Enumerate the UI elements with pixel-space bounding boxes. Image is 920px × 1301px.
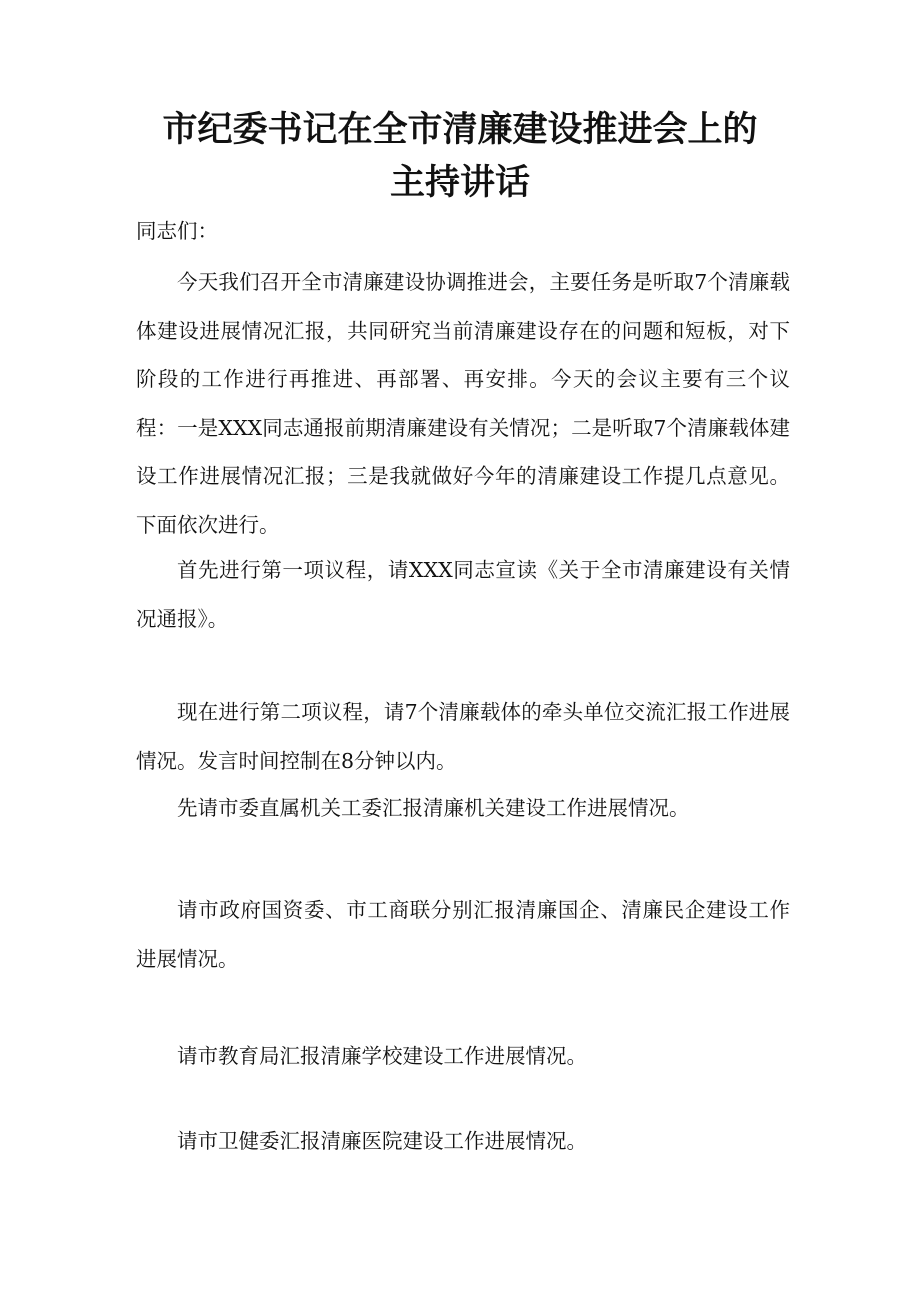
paragraph-agenda-item-1: 首先进行第一项议程，请XXX同志宣读《关于全市清廉建设有关情况通报》。 — [136, 558, 790, 631]
document-title-line-1: 市纪委书记在全市清廉建设推进会上的 — [162, 110, 758, 150]
salutation: 同志们： — [136, 219, 218, 243]
paragraph-report-enterprises: 请市政府国资委、市工商联分别汇报清廉国企、清廉民企建设工作进展情况。 — [136, 898, 790, 971]
document-title-line-2: 主持讲话 — [389, 163, 530, 203]
paragraph-opening: 今天我们召开全市清廉建设协调推进会，主要任务是听取7个清廉载体建设进展情况汇报，共同研究当前清廉建设存在的问题和短板，对下阶段的工作进行再推进、再部署、再安排。今天的会议主要有三个议程：一是XXX同志通报前期清廉建设有关情况；二是听取7个清廉载体建设工作进展情况汇报；三是我就做好今年的清廉建设工作提几点意见。下面依次进行。 — [136, 270, 790, 537]
paragraph-report-schools: 请市教育局汇报清廉学校建设工作进展情况。 — [177, 1044, 587, 1068]
paragraph-report-organs: 先请市委直属机关工委汇报清廉机关建设工作进展情况。 — [177, 796, 690, 820]
paragraph-agenda-item-2: 现在进行第二项议程，请7个清廉载体的牵头单位交流汇报工作进展情况。发言时间控制在8分钟以内。 — [136, 700, 790, 773]
paragraph-report-hospitals: 请市卫健委汇报清廉医院建设工作进展情况。 — [177, 1129, 587, 1153]
